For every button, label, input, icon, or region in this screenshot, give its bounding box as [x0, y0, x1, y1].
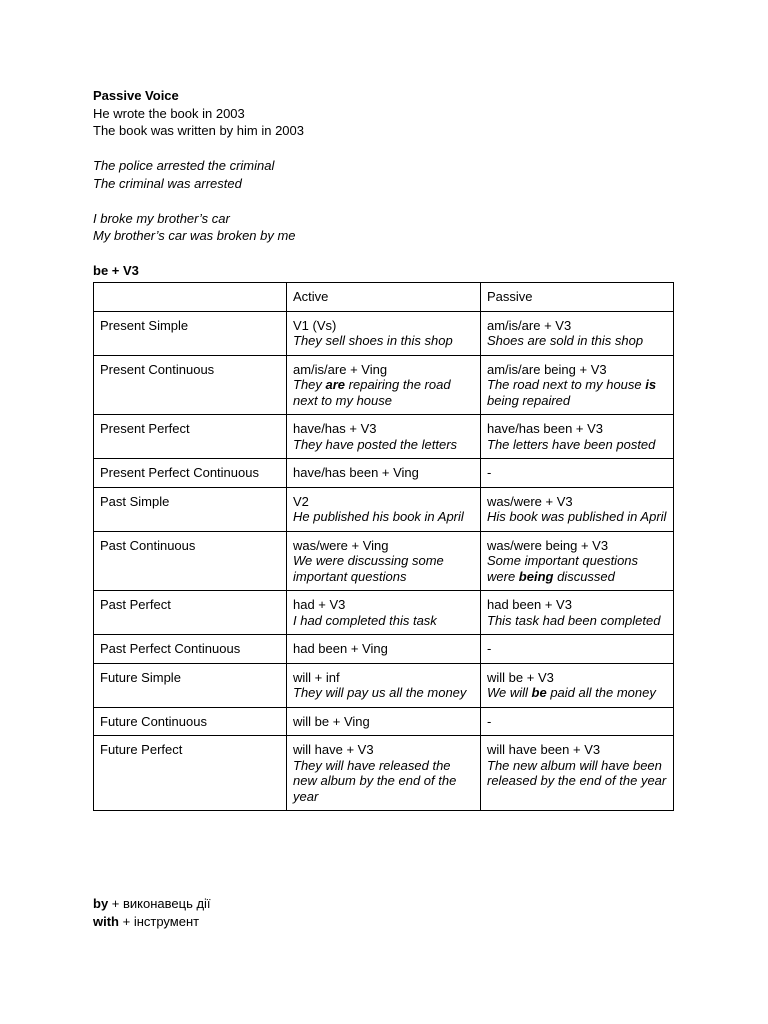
- header-cell-passive: Passive: [481, 283, 674, 312]
- example-text: They will pay us all the money: [293, 685, 467, 700]
- example-sentence: I broke my brother’s car: [93, 210, 230, 226]
- tense-name-cell: Present Perfect Continuous: [94, 459, 287, 488]
- active-formula: have/has been + Ving: [293, 465, 419, 480]
- passive-example: [487, 553, 667, 584]
- spacer: [93, 140, 683, 158]
- passive-formula: was/were + V3: [487, 493, 573, 509]
- formula-heading: be + V3: [93, 263, 139, 278]
- tense-name-cell: Future Perfect: [94, 736, 287, 811]
- footer-line: [93, 895, 211, 913]
- active-cell: [287, 591, 481, 635]
- active-formula: am/is/are + Ving: [293, 361, 388, 377]
- tense-name-cell: Present Perfect: [94, 415, 287, 459]
- active-example: [293, 613, 474, 629]
- passive-voice-table: [93, 282, 674, 811]
- example-text: We will: [487, 685, 532, 700]
- example-text: being repaired: [487, 392, 571, 408]
- passive-example: [487, 685, 667, 701]
- document-title: Passive Voice: [93, 88, 179, 103]
- active-example: [293, 333, 474, 349]
- passive-cell: [481, 635, 674, 664]
- active-cell: [287, 459, 481, 488]
- example-text: repairing the road next to my house: [293, 377, 451, 408]
- emphasized-word: being: [518, 568, 554, 584]
- example-text: This task had been completed: [487, 612, 661, 628]
- passive-cell: [481, 736, 674, 811]
- active-example: [293, 437, 474, 453]
- table-body: [94, 283, 674, 811]
- footer-description: + виконавець дії: [108, 896, 211, 911]
- footer-notes: [93, 895, 211, 930]
- active-formula: will + inf: [293, 669, 340, 685]
- passive-cell: [481, 531, 674, 591]
- active-formula: have/has + V3: [293, 421, 377, 436]
- example-text: The road next to my house: [487, 377, 646, 392]
- passive-example: [487, 613, 667, 629]
- passive-cell: [481, 663, 674, 707]
- example-sentence: The criminal was arrested: [93, 175, 242, 191]
- document-page: [93, 87, 683, 280]
- footer-line: [93, 913, 211, 931]
- table-row: [94, 311, 674, 355]
- tense-name-cell: Past Perfect Continuous: [94, 635, 287, 664]
- table-row: [94, 415, 674, 459]
- active-formula: V1 (Vs): [293, 317, 337, 333]
- passive-cell: [481, 487, 674, 531]
- header-cell-active: Active: [287, 283, 481, 312]
- active-formula: will be + Ving: [293, 713, 370, 729]
- emphasized-word: be: [531, 685, 547, 700]
- example-sentence: My brother’s car was broken by me: [93, 228, 296, 243]
- example-text: They will have released the new album by the end of the year: [293, 757, 457, 804]
- active-cell: [287, 531, 481, 591]
- active-formula: V2: [293, 493, 309, 509]
- table-row: [94, 487, 674, 531]
- passive-example: [487, 333, 667, 349]
- footer-keyword: with: [93, 913, 119, 929]
- examples-block: [93, 105, 683, 245]
- table-row: [94, 663, 674, 707]
- passive-formula: will have been + V3: [487, 742, 601, 757]
- passive-formula: was/were being + V3: [487, 537, 609, 553]
- example-sentence: He wrote the book in 2003: [93, 105, 245, 121]
- passive-cell: [481, 459, 674, 488]
- example-text: They sell shoes in this shop: [293, 333, 453, 348]
- passive-cell: [481, 355, 674, 415]
- active-cell: [287, 355, 481, 415]
- tense-name-cell: Present Continuous: [94, 355, 287, 415]
- passive-formula: am/is/are + V3: [487, 317, 572, 333]
- active-cell: [287, 635, 481, 664]
- passive-formula: will be + V3: [487, 669, 554, 685]
- table-header-row: [94, 283, 674, 312]
- passive-formula: have/has been + V3: [487, 421, 604, 436]
- passive-cell: [481, 707, 674, 736]
- example-text: They have posted the letters: [293, 436, 458, 452]
- tense-name-cell: Past Perfect: [94, 591, 287, 635]
- table-row: [94, 736, 674, 811]
- spacer: [93, 245, 683, 263]
- example-text: Shoes are sold in this shop: [487, 333, 644, 348]
- example-text: paid all the money: [546, 685, 656, 700]
- passive-formula: -: [487, 465, 492, 480]
- header-cell-tense: [94, 283, 287, 312]
- passive-formula: am/is/are being + V3: [487, 361, 607, 377]
- example-text: I had completed this task: [293, 612, 437, 628]
- example-text: His book was published in April: [487, 509, 667, 524]
- active-cell: [287, 415, 481, 459]
- example-text: He published his book in April: [293, 509, 464, 524]
- emphasized-word: is: [645, 377, 657, 392]
- passive-formula: -: [487, 641, 492, 656]
- tense-name-cell: Future Simple: [94, 663, 287, 707]
- active-example: [293, 377, 474, 408]
- spacer: [93, 192, 683, 210]
- example-text: We were discussing some important questions: [293, 553, 444, 584]
- footer-description: + інструмент: [119, 913, 200, 929]
- active-cell: [287, 707, 481, 736]
- example-text: The new album will have been released by the end of the year: [487, 757, 667, 788]
- active-example: [293, 509, 474, 525]
- table-row: [94, 635, 674, 664]
- active-example: [293, 758, 474, 805]
- passive-example: [487, 509, 667, 525]
- passive-example: [487, 377, 667, 408]
- passive-example: [487, 437, 667, 453]
- active-cell: [287, 311, 481, 355]
- tense-name-cell: Future Continuous: [94, 707, 287, 736]
- passive-cell: [481, 591, 674, 635]
- example-text: discussed: [553, 568, 615, 584]
- table-row: [94, 591, 674, 635]
- active-formula: had + V3: [293, 597, 346, 612]
- active-cell: [287, 663, 481, 707]
- passive-cell: [481, 311, 674, 355]
- active-formula: was/were + Ving: [293, 537, 389, 553]
- table-row: [94, 459, 674, 488]
- passive-cell: [481, 415, 674, 459]
- emphasized-word: are: [325, 377, 346, 392]
- passive-formula: had been + V3: [487, 597, 572, 612]
- table-row: [94, 531, 674, 591]
- tense-name-cell: Past Simple: [94, 487, 287, 531]
- table-row: [94, 355, 674, 415]
- active-cell: [287, 736, 481, 811]
- example-text: They: [293, 377, 326, 392]
- active-formula: will have + V3: [293, 742, 374, 757]
- example-text: Some important questions were: [487, 553, 639, 584]
- passive-formula: -: [487, 713, 492, 729]
- footer-keyword: by: [93, 896, 109, 911]
- active-example: [293, 553, 474, 584]
- example-sentence: The book was written by him in 2003: [93, 123, 304, 138]
- table-row: [94, 707, 674, 736]
- example-text: The letters have been posted: [487, 436, 656, 452]
- tense-name-cell: Past Continuous: [94, 531, 287, 591]
- active-formula: had been + Ving: [293, 641, 388, 656]
- tense-name-cell: Present Simple: [94, 311, 287, 355]
- passive-example: [487, 758, 667, 789]
- active-cell: [287, 487, 481, 531]
- active-example: [293, 685, 474, 701]
- example-sentence: The police arrested the criminal: [93, 158, 275, 173]
